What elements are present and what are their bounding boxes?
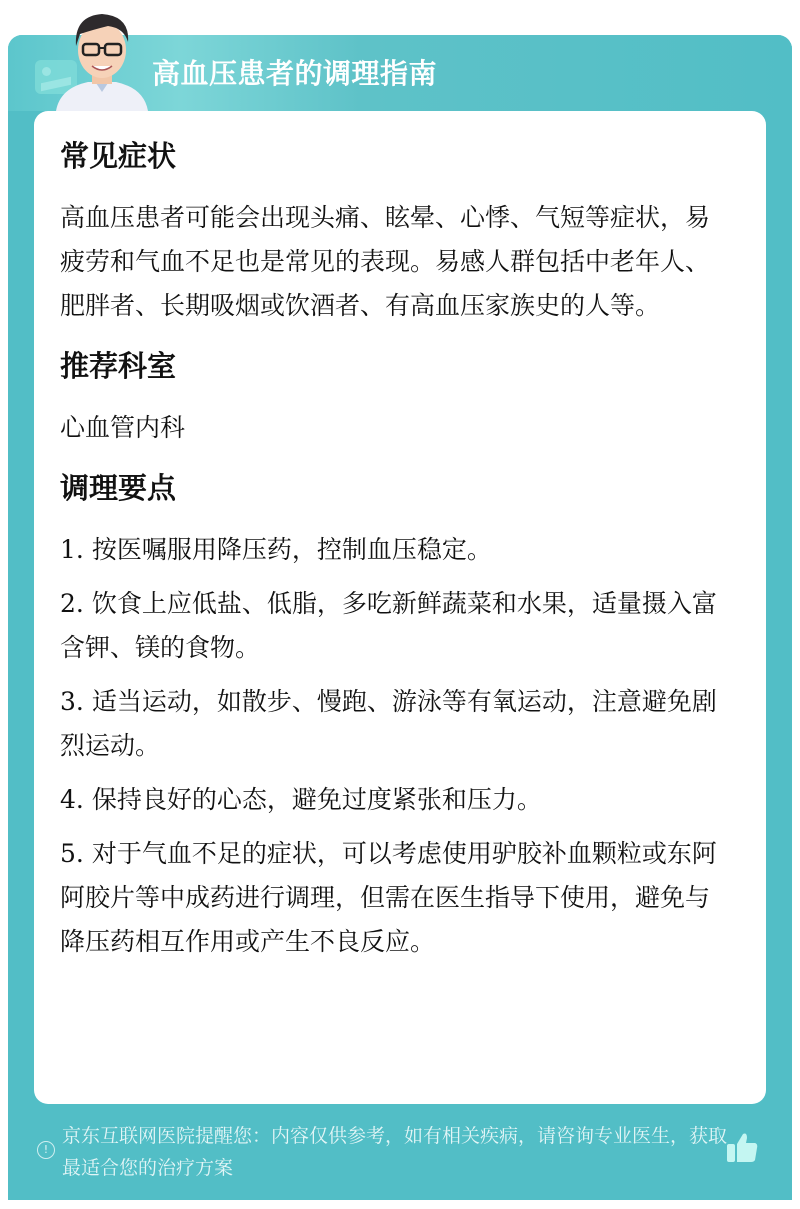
list-item: 2. 饮食上应低盐、低脂，多吃新鲜蔬菜和水果，适量摄入富含钾、镁的食物。: [60, 589, 717, 662]
list-item: 3. 适当运动，如散步、慢跑、游泳等有氧运动，注意避免剧烈运动。: [60, 687, 717, 760]
page-title: 高血压患者的调理指南: [152, 57, 438, 90]
care-points-list: [60, 528, 730, 964]
symptoms-text: 高血压患者可能会出现头痛、眩晕、心悸、气短等症状，易疲劳和气血不足也是常见的表现。易感人群包括中老年人、肥胖者、长期吸烟或饮酒者、有高血压家族史的人等。: [60, 203, 711, 320]
list-item: 4. 保持良好的心态，避免过度紧张和压力。: [60, 785, 542, 814]
section-heading-care-points: 调理要点: [60, 471, 177, 505]
section-heading-department: 推荐科室: [60, 349, 177, 383]
info-icon: !: [37, 1141, 55, 1159]
list-item: 1. 按医嘱服用降压药，控制血压稳定。: [60, 535, 492, 564]
department-text: 心血管内科: [60, 413, 186, 442]
doctor-avatar-icon: [48, 8, 156, 111]
list-item: 5. 对于气血不足的症状，可以考虑使用驴胶补血颗粒或东阿阿胶片等中成药进行调理，但需在医生指导下使用，避免与降压药相互作用或产生不良反应。: [60, 839, 717, 956]
guide-content: [60, 132, 730, 974]
section-heading-symptoms: 常见症状: [60, 139, 177, 173]
thumbs-up-icon[interactable]: [725, 1130, 759, 1164]
disclaimer-text: 京东互联网医院提醒您：内容仅供参考，如有相关疾病，请咨询专业医生，获取最适合您的治疗方案: [62, 1125, 728, 1179]
